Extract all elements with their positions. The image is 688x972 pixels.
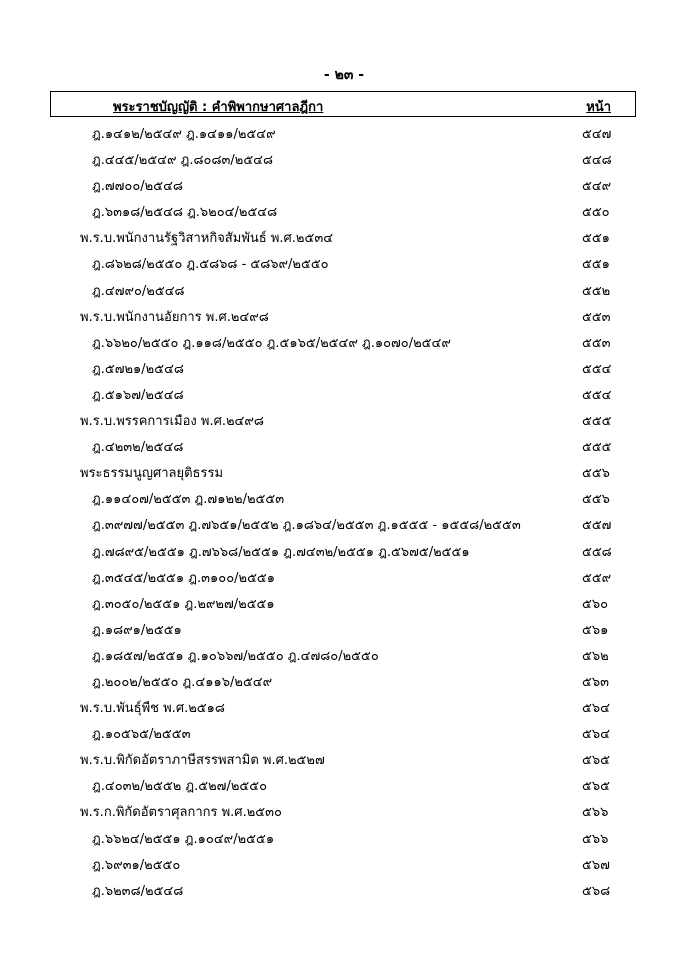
case-reference: ฎ.๓๙๗๗/๒๕๕๓ ฎ.๗๖๕๑/๒๕๕๒ ฎ.๑๘๖๔/๒๕๕๓ ฎ.๑๕๕๕ - ๑๕๕๘/๒๕๕๓: [92, 518, 521, 534]
case-reference-row: [0, 670, 688, 696]
case-reference-row: [0, 566, 688, 592]
case-reference: ฎ.๕๗๒๑/๒๕๔๘: [92, 361, 184, 377]
law-heading-row: [0, 748, 688, 774]
case-reference-row: [0, 827, 688, 853]
page-reference: ๕๕๒: [582, 283, 611, 299]
law-title: พ.ร.บ.พนักงานอัยการ พ.ศ.๒๔๙๘: [80, 309, 269, 325]
case-reference: ฎ.๑๘๕๗/๒๕๕๑ ฎ.๑๐๖๖๗/๒๕๕๐ ฎ.๔๗๘๐/๒๕๕๐: [92, 648, 379, 664]
law-heading-row: [0, 305, 688, 331]
case-reference-row: [0, 513, 688, 539]
case-reference: ฎ.๗๗๐๐/๒๕๔๘: [92, 179, 183, 195]
page-reference: ๕๕๔: [582, 361, 612, 377]
case-reference-row: [0, 435, 688, 461]
case-reference: ฎ.๓๕๔๕/๒๕๕๑ ฎ.๓๑๐๐/๒๕๕๑: [92, 570, 276, 586]
case-reference: ฎ.๕๑๖๗/๒๕๔๘: [92, 387, 184, 403]
page-reference: ๕๕๙: [582, 570, 612, 586]
case-reference: ฎ.๓๐๕๐/๒๕๕๑ ฎ.๒๙๒๗/๒๕๕๑: [92, 596, 275, 612]
page-reference: ๕๔๙: [582, 179, 612, 195]
case-reference: ฎ.๔๒๓๒/๒๕๔๘: [92, 440, 184, 456]
case-reference-row: [0, 174, 688, 200]
header-page-label: หน้า: [586, 100, 611, 115]
header-title: พระราชบัญญัติ : คำพิพากษาศาลฎีกา: [113, 100, 324, 115]
case-reference-row: [0, 853, 688, 879]
page-reference: ๕๕๓: [582, 309, 611, 325]
page-reference: ๕๖๗: [582, 857, 610, 873]
case-reference-row: [0, 644, 688, 670]
page-reference: ๕๖๕: [582, 779, 610, 795]
case-reference: ฎ.๖๓๑๘/๒๕๔๘ ฎ.๖๒๐๔/๒๕๔๘: [92, 205, 278, 221]
page-number: - ๒๓ -: [323, 67, 365, 83]
case-reference-row: [0, 774, 688, 800]
case-reference-row: [0, 618, 688, 644]
case-reference: ฎ.๖๙๓๑/๒๕๕๐: [92, 857, 181, 873]
law-heading-row: [0, 461, 688, 487]
law-heading-row: [0, 696, 688, 722]
law-title: พระธรรมนูญศาลยุติธรรม: [80, 466, 224, 482]
case-reference: ฎ.๘๖๒๘/๒๕๕๐ ฎ.๕๘๖๘ - ๕๘๖๙/๒๕๕๐: [92, 257, 329, 273]
law-title: พ.ร.ก.พิกัดอัตราศุลกากร พ.ศ.๒๕๓๐: [80, 805, 282, 821]
page-reference: ๕๖๑: [582, 622, 609, 638]
law-heading-row: [0, 800, 688, 826]
case-reference-row: [0, 200, 688, 226]
page-reference: ๕๖๔: [582, 727, 610, 743]
case-reference-row: [0, 879, 688, 905]
case-reference-row: [0, 279, 688, 305]
page-reference: ๕๕๖: [582, 492, 610, 508]
page-reference: ๕๕๑: [582, 231, 610, 247]
page-reference: ๕๖๖: [582, 831, 609, 847]
page-reference: ๕๕๔: [582, 387, 612, 403]
case-reference-row: [0, 252, 688, 278]
case-reference: ฎ.๔๗๙๐/๒๕๔๘: [92, 283, 185, 299]
case-reference: ฎ.๑๑๔๐๗/๒๕๕๓ ฎ.๗๑๒๒/๒๕๕๓: [92, 492, 285, 508]
index-list: [0, 122, 688, 905]
law-title: พ.ร.บ.พนักงานรัฐวิสาหกิจสัมพันธ์ พ.ศ.๒๕๓๔: [80, 231, 334, 247]
page-reference: ๕๕๘: [582, 544, 612, 560]
page-reference: ๕๔๘: [582, 153, 612, 169]
case-reference-row: [0, 592, 688, 618]
case-reference: ฎ.๔๔๕/๒๕๔๙ ฎ.๘๐๘๓/๒๕๔๘: [92, 153, 274, 169]
case-reference-row: [0, 383, 688, 409]
law-heading-row: [0, 409, 688, 435]
case-reference: ฎ.๒๐๐๒/๒๕๕๐ ฎ.๔๑๑๖/๒๕๔๙: [92, 674, 273, 690]
case-reference-row: [0, 487, 688, 513]
page-reference: ๕๕๑: [582, 257, 610, 273]
case-reference: ฎ.๖๒๓๘/๒๕๔๘: [92, 883, 184, 899]
page-reference: ๕๕๓: [582, 335, 611, 351]
page-reference: ๕๖๒: [582, 648, 609, 664]
law-title: พ.ร.บ.พิกัดอัตราภาษีสรรพสามิต พ.ศ.๒๕๒๗: [80, 753, 325, 769]
page-reference: ๕๖๘: [582, 883, 611, 899]
law-heading-row: [0, 226, 688, 252]
page-reference: ๕๔๗: [582, 127, 612, 142]
case-reference: ฎ.๖๖๒๔/๒๕๕๑ ฎ.๑๐๔๙/๒๕๕๑: [92, 831, 275, 847]
page-reference: ๕๕๕: [582, 414, 612, 430]
page-reference: ๕๕๐: [582, 205, 610, 221]
law-title: พ.ร.บ.พรรคการเมือง พ.ศ.๒๔๙๘: [80, 414, 264, 430]
case-reference: ฎ.๑๘๙๑/๒๕๕๑: [92, 622, 182, 638]
case-reference-row: [0, 722, 688, 748]
page-reference: ๕๕๖: [582, 466, 610, 482]
case-reference: ฎ.๑๐๕๖๕/๒๕๕๓: [92, 727, 191, 743]
page-reference: ๕๖๖: [582, 805, 609, 821]
page-reference: ๕๕๗: [582, 518, 612, 534]
page-reference: ๕๖๔: [582, 701, 610, 717]
case-reference-row: [0, 540, 688, 566]
case-reference: ฎ.๗๘๙๕/๒๕๕๑ ฎ.๗๖๖๘/๒๕๕๑ ฎ.๗๔๓๒/๒๕๕๑ ฎ.๕๖๗๕/๒๕๕๑: [92, 544, 470, 560]
case-reference-row: [0, 148, 688, 174]
case-reference: ฎ.๖๖๒๐/๒๕๕๐ ฎ.๑๑๘/๒๕๕๐ ฎ.๕๑๖๕/๒๕๔๙ ฎ.๑๐๗๐/๒๕๔๙: [92, 335, 451, 351]
case-reference-row: [0, 357, 688, 383]
page-reference: ๕๕๕: [582, 440, 612, 456]
page-reference: ๕๖๐: [582, 596, 609, 612]
table-header: [50, 91, 636, 117]
case-reference: ฎ.๔๐๓๒/๒๕๕๒ ฎ.๕๒๗/๒๕๕๐: [92, 779, 268, 795]
page-reference: ๕๖๕: [582, 753, 610, 769]
case-reference-row: [0, 331, 688, 357]
law-title: พ.ร.บ.พันธุ์พืช พ.ศ.๒๕๑๘: [80, 701, 225, 717]
case-reference: ฎ.๑๔๑๒/๒๕๔๙ ฎ.๑๔๑๑/๒๕๔๙: [92, 127, 276, 142]
page-reference: ๕๖๓: [582, 674, 609, 690]
case-reference-row: [0, 122, 688, 148]
